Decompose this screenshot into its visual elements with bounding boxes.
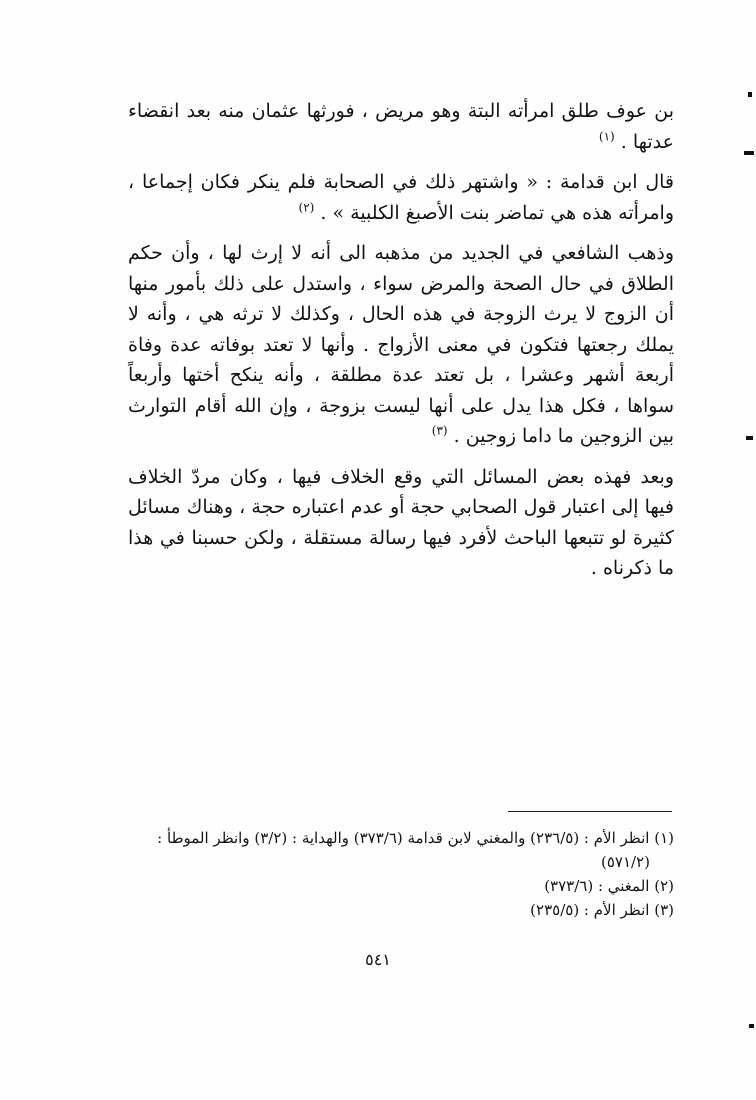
scan-edge-mark [746, 436, 753, 440]
footnote-text: (٢) المغني : (٣٧٣/٦) [544, 877, 674, 895]
paragraph-text: وبعد فهذه بعض المسائل التي وقع الخلاف فيها ، وكان مردّ الخلاف فيها إلى اعتبار قول الصحابي حجة أو عدم اعتباره حجة ، وهناك مسائل كثيرة لو تتبعها الباحث لأفرد فيها رسالة مستقلة ، ولكن حسبنا في هذا ما ذكرناه . [128, 465, 674, 579]
page-number: ٥٤١ [365, 950, 391, 969]
paragraph [128, 462, 674, 584]
scan-edge-mark [744, 151, 754, 155]
footnote-reference: (٢) [298, 200, 315, 215]
footnote-text: (١) انظر الأم : (٢٣٦/٥) والمغني لابن قدامة (٣٧٣/٦) والهداية : (٣/٢) وانظر الموطأ : [157, 829, 674, 847]
scan-edge-mark [749, 1024, 754, 1028]
paragraph-text: وذهب الشافعي في الجديد من مذهبه الى أنه لا إرث لها ، وأن حكم الطلاق في حال الصحة والمرض سواء ، واستدل على ذلك بأمور منها أن الزوج لا يرث الزوجة في هذه الحال ، وكذلك لا ترثه هي ، وأنه لا يملك رجعتها فتكون في معنى الأزواج . وأنها لا تعتد بوفاته عدة وفاة أربعة أشهر وعشرا ، بل تعتد عدة مطلقة ، وأنه ينكح أختها وأربعاً سواها ، فكل هذا يدل على أنها ليست بزوجة ، وإن الله أقام التوارث بين الزوجين ما داما زوجين . [128, 242, 674, 447]
footnote-separator [508, 811, 672, 812]
footnote [128, 898, 674, 922]
scan-edge-mark [748, 92, 752, 97]
footnote [128, 874, 674, 898]
footnote-continuation [128, 850, 674, 874]
paragraph [128, 238, 674, 452]
paragraph-text: بن عوف طلق امرأته البتة وهو مريض ، فورثها عثمان منه بعد انقضاء عدتها . [128, 100, 674, 153]
main-text [128, 96, 674, 584]
footnote-reference: (١) [598, 129, 615, 144]
paragraph [128, 96, 674, 157]
paragraph [128, 167, 674, 228]
footnote-text: (٥٧١/٢) [601, 853, 650, 871]
footnote [128, 826, 674, 850]
paragraph-text: قال ابن قدامة : « واشتهر ذلك في الصحابة فلم ينكر فكان إجماعا ، وامرأته هذه هي تماضر بنت الأصبغ الكلبية » . [128, 171, 674, 224]
footnotes [128, 826, 674, 922]
footnote-reference: (٣) [431, 423, 448, 438]
footnote-text: (٣) انظر الأم : (٢٣٥/٥) [530, 901, 674, 919]
